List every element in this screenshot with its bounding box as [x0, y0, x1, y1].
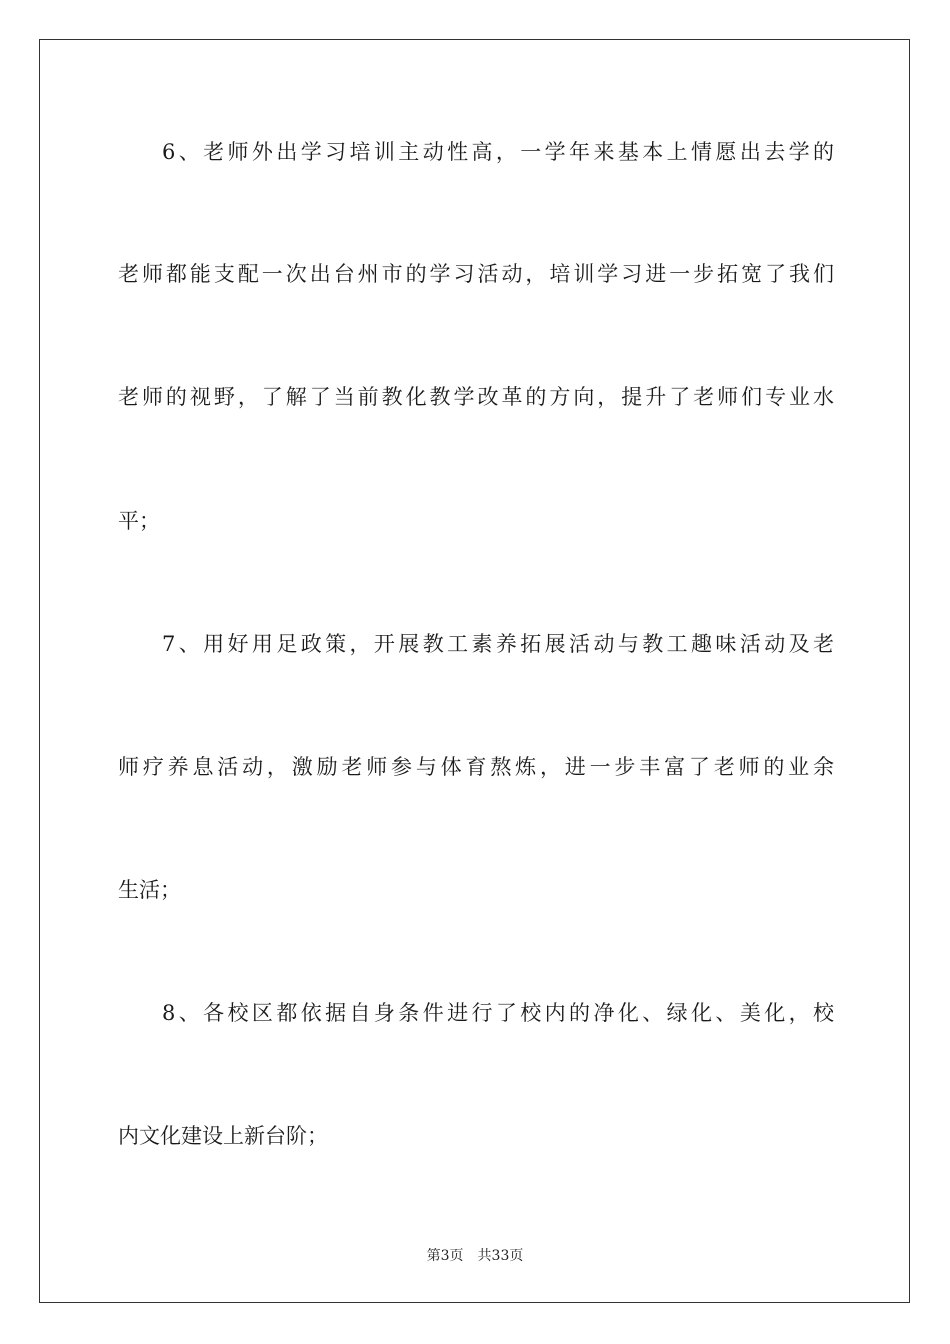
paragraph-8-line-2: 内文化建设上新台阶；	[118, 1124, 328, 1148]
paragraph-6-line-4: 平；	[118, 509, 160, 533]
page-footer	[0, 1247, 950, 1265]
paragraph-6-line-3: 老师的视野，了解了当前教化教学改革的方向，提升了老师们专业水	[118, 385, 834, 409]
page-number: 第3页	[426, 1248, 464, 1264]
paragraph-6-line-2: 老师都能支配一次出台州市的学习活动，培训学习进一步拓宽了我们	[118, 262, 834, 286]
page-total: 共33页	[477, 1248, 524, 1264]
paragraph-8-line-1: 8、各校区都依据自身条件进行了校内的净化、绿化、美化，校	[162, 1001, 834, 1025]
paragraph-6-line-1: 6、老师外出学习培训主动性高，一学年来基本上情愿出去学的	[162, 140, 834, 164]
paragraph-7-line-1: 7、用好用足政策，开展教工素养拓展活动与教工趣味活动及老	[162, 632, 834, 656]
paragraph-7-line-2: 师疗养息活动，激励老师参与体育熬炼，进一步丰富了老师的业余	[118, 755, 834, 779]
page-border	[39, 39, 910, 1303]
paragraph-7-line-3: 生活；	[118, 878, 181, 902]
